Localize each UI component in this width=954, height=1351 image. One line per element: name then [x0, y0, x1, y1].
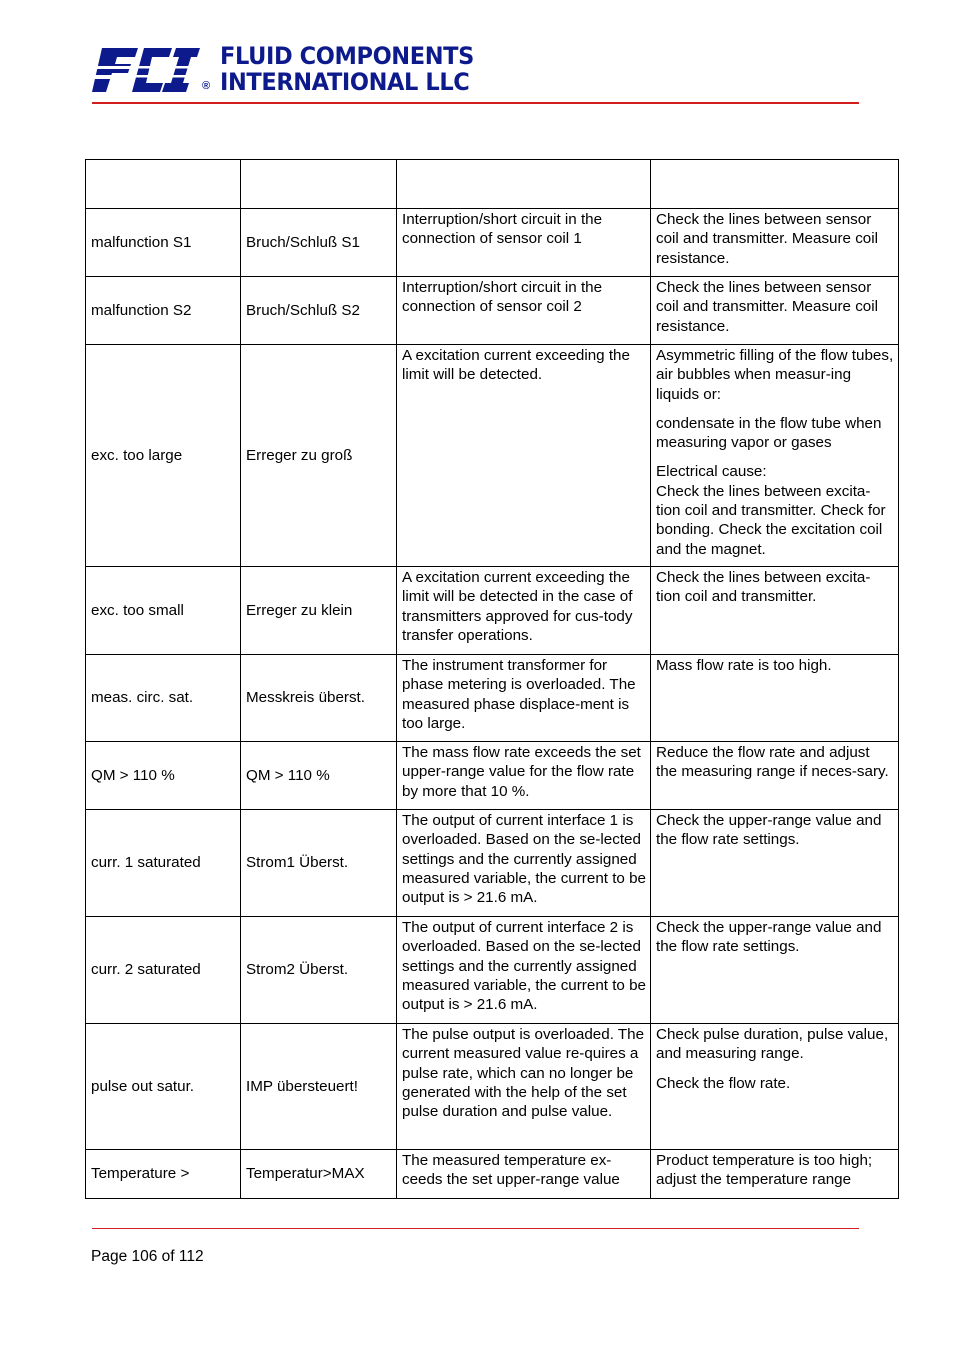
registered-mark-icon: ®: [202, 80, 211, 92]
remedy-description-paragraph: Electrical cause: Check the lines between excita-tion coil and transmitter. Check for bonding. Check the excitation coil and the magnet.: [656, 463, 886, 558]
cause-description-paragraph: The output of current interface 1 is overloaded. Based on the se-lected settings and the currently assigned measured variable, the current to be output is > 21.6 mA.: [402, 812, 646, 907]
table-row: [86, 917, 899, 1024]
header-cell: [241, 160, 397, 209]
cause-description: [397, 655, 651, 742]
message-german: Erreger zu klein: [241, 567, 397, 655]
message-english: curr. 2 saturated: [86, 917, 241, 1024]
header-cell: [651, 160, 899, 209]
remedy-description-paragraph: Reduce the flow rate and adjust the measuring range if neces-sary.: [656, 744, 889, 781]
cause-description-paragraph: The measured temperature ex-ceeds the set upper-range value: [402, 1152, 620, 1189]
message-english: Temperature >: [86, 1150, 241, 1199]
message-english: curr. 1 saturated: [86, 810, 241, 917]
remedy-description-paragraph: Check the upper-range value and the flow rate settings.: [656, 919, 882, 956]
cause-description-paragraph: A excitation current exceeding the limit will be detected.: [402, 347, 630, 384]
cause-description: [397, 345, 651, 567]
message-german: Temperatur>MAX: [241, 1150, 397, 1199]
header-cell: [397, 160, 651, 209]
message-german: IMP übersteuert!: [241, 1024, 397, 1150]
remedy-description-paragraph: Mass flow rate is too high.: [656, 657, 832, 674]
cause-description-paragraph: Interruption/short circuit in the connection of sensor coil 2: [402, 279, 603, 316]
cause-description-paragraph: Interruption/short circuit in the connection of sensor coil 1: [402, 211, 603, 248]
remedy-description-paragraph: Check the flow rate.: [656, 1074, 791, 1092]
remedy-description: [651, 567, 899, 655]
message-german: Strom2 Überst.: [241, 917, 397, 1024]
remedy-description-paragraph: condensate in the flow tube when measuring vapor or gases: [656, 414, 882, 452]
table-row: [86, 1150, 899, 1199]
table-row: [86, 277, 899, 345]
remedy-description: [651, 917, 899, 1024]
table-row: [86, 345, 899, 567]
message-german: Erreger zu groß: [241, 345, 397, 567]
remedy-description-paragraph: Check the lines between excita-tion coil and transmitter.: [656, 569, 871, 606]
remedy-description: [651, 1150, 899, 1199]
cause-description: [397, 1150, 651, 1199]
cause-description: [397, 917, 651, 1024]
remedy-description-paragraph: Check pulse duration, pulse value, and measuring range.: [656, 1026, 889, 1063]
cause-description-paragraph: The output of current interface 2 is overloaded. Based on the se-lected settings and the currently assigned measured variable, the current to be output is > 21.6 mA.: [402, 919, 646, 1014]
message-english: malfunction S2: [86, 277, 241, 345]
remedy-description-paragraph: Product temperature is too high; adjust the temperature range: [656, 1152, 873, 1189]
message-english: pulse out satur.: [86, 1024, 241, 1150]
footer-rule: [92, 1228, 859, 1229]
remedy-description: [651, 1024, 899, 1150]
cause-description-paragraph: The pulse output is overloaded. The current measured value re-quires a pulse rate, which can no longer be generated with the help of the set pulse duration and pulse value.: [402, 1026, 645, 1121]
message-english: QM > 110 %: [86, 742, 241, 810]
company-name-line1: FLUID COMPONENTS: [220, 42, 474, 71]
fci-logo-mark-icon: [92, 44, 212, 96]
cause-description: [397, 1024, 651, 1150]
remedy-description-paragraph: Check the lines between sensor coil and transmitter. Measure coil resistance.: [656, 279, 878, 335]
message-german: Bruch/Schluß S2: [241, 277, 397, 345]
page-number: Page 106 of 112: [91, 1248, 204, 1265]
remedy-description: [651, 345, 899, 567]
remedy-description: [651, 810, 899, 917]
message-german: Messkreis überst.: [241, 655, 397, 742]
table-header-row: [86, 160, 899, 209]
company-name-line2: INTERNATIONAL LLC: [220, 69, 470, 97]
cause-description: [397, 742, 651, 810]
error-messages-table: [85, 159, 899, 1199]
message-german: Strom1 Überst.: [241, 810, 397, 917]
message-english: exc. too small: [86, 567, 241, 655]
table-row: [86, 1024, 899, 1150]
message-german: Bruch/Schluß S1: [241, 209, 397, 277]
table-row: [86, 810, 899, 917]
cause-description-paragraph: A excitation current exceeding the limit will be detected in the case of transmitters approved for cus-tody transfer operations.: [402, 569, 633, 644]
remedy-description: [651, 277, 899, 345]
remedy-description-paragraph: Asymmetric filling of the flow tubes, air bubbles when measur-ing liquids or:: [656, 347, 894, 403]
table-row: [86, 209, 899, 277]
remedy-description: [651, 655, 899, 742]
header-cell: [86, 160, 241, 209]
cause-description: [397, 209, 651, 277]
remedy-description-paragraph: Check the upper-range value and the flow rate settings.: [656, 812, 882, 849]
message-english: malfunction S1: [86, 209, 241, 277]
cause-description-paragraph: The instrument transformer for phase metering is overloaded. The measured phase displace-ment is too large.: [402, 657, 636, 732]
company-logo: [92, 44, 492, 96]
remedy-description-paragraph: Check the lines between sensor coil and transmitter. Measure coil resistance.: [656, 211, 878, 267]
remedy-description: [651, 209, 899, 277]
remedy-description: [651, 742, 899, 810]
header-rule: [92, 102, 859, 104]
table-row: [86, 655, 899, 742]
cause-description-paragraph: The mass flow rate exceeds the set upper-range value for the flow rate by more that 10 %.: [402, 744, 641, 800]
table-row: [86, 742, 899, 810]
cause-description: [397, 277, 651, 345]
table-row: [86, 567, 899, 655]
message-english: exc. too large: [86, 345, 241, 567]
message-english: meas. circ. sat.: [86, 655, 241, 742]
message-german: QM > 110 %: [241, 742, 397, 810]
cause-description: [397, 810, 651, 917]
cause-description: [397, 567, 651, 655]
